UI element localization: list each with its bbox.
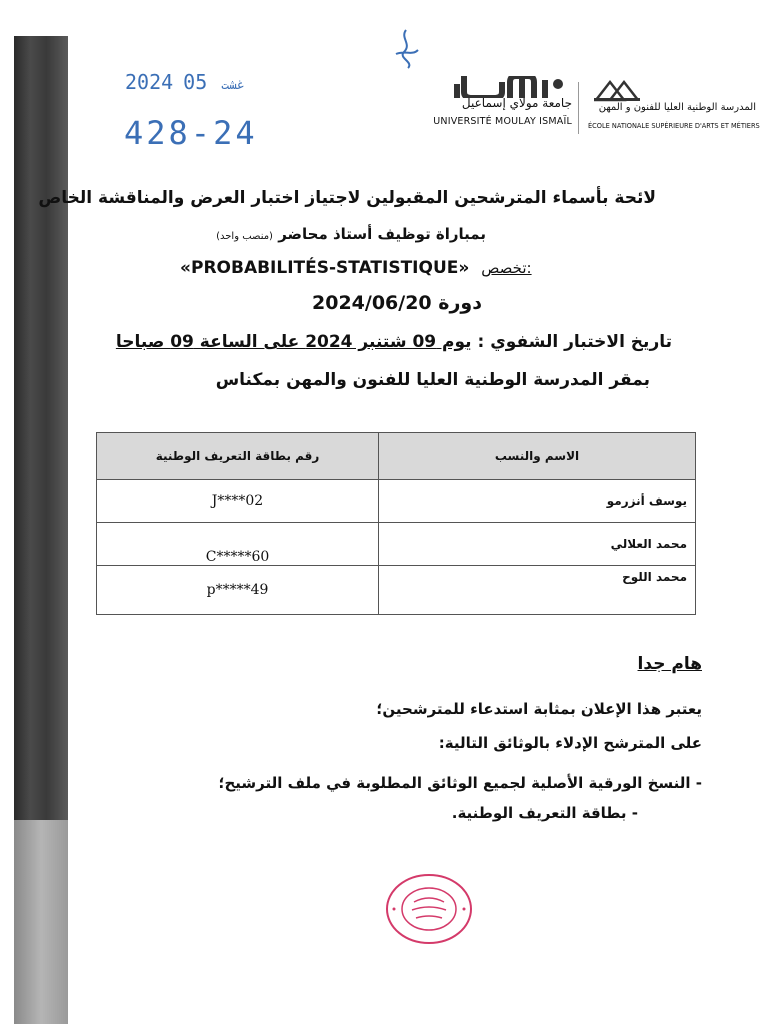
ensam-french-name: ÉCOLE NATIONALE SUPÉRIEURE D'ARTS ET MÉTIERS [588, 122, 760, 130]
table-row [97, 566, 696, 615]
document-subtitle: بمباراة توظيف أستاذ محاضر (منصب واحد) [216, 225, 486, 243]
document-bullet: - النسخ الورقية الأصلية لجميع الوثائق المطلوبة في ملف الترشيح؛ [218, 774, 702, 792]
table-row [97, 523, 696, 566]
specialty-label: تخصص: [481, 259, 532, 277]
umi-logo-mark [454, 76, 570, 98]
id-cell: p*****49 [97, 566, 379, 615]
id-cell: C*****60 [97, 523, 379, 566]
name-cell: محمد العلالي [379, 523, 696, 566]
name-column-header: الاسم والنسب [379, 433, 696, 480]
exam-location: بمقر المدرسة الوطنية العليا للفنون والمهن بمكناس [215, 370, 650, 390]
document-title: لائحة بأسماء المترشحين المقبولين لاجتياز اختبار العرض والمناقشة الخاص [38, 188, 656, 208]
id-column-header: رقم بطاقة التعريف الوطنية [97, 433, 379, 480]
reference-number-stamp: 428-24 [124, 114, 258, 152]
name-cell: يوسف أنزرمو [379, 480, 696, 523]
candidates-table [96, 432, 696, 615]
oral-exam-date: تاريخ الاختبار الشفوي : يوم 09 شتنبر 2024 على الساعة 09 صباحا [115, 332, 672, 352]
umi-arabic-name: جامعة مولاي إسماعيل [461, 96, 572, 110]
date-stamp: 2024 غشت05 [125, 70, 245, 94]
notice-paragraph: يعتبر هذا الإعلان بمثابة استدعاء للمترشحين؛ [376, 700, 702, 718]
name-cell: محمد اللوح [379, 566, 696, 615]
notice-title: هام جدا [637, 654, 702, 674]
id-cell: J****02 [97, 480, 379, 523]
specialty-line [180, 258, 532, 278]
handwritten-initials [392, 28, 422, 74]
session-date: دورة 2024/06/20 [312, 292, 482, 314]
binder-edge-lower [14, 820, 68, 1024]
logo-divider [578, 82, 579, 134]
specialty-value: «PROBABILITÉS-STATISTIQUE» [180, 258, 470, 278]
ensam-logo [586, 76, 760, 138]
document-bullet: - بطاقة التعريف الوطنية. [451, 804, 638, 822]
table-header-row [97, 433, 696, 480]
umi-french-name: UNIVERSITÉ MOULAY ISMAÏL [433, 116, 572, 127]
umi-logo [432, 74, 572, 136]
ensam-arabic-name: المدرسة الوطنية العليا للفنون و المهن [598, 102, 756, 113]
table-row [97, 480, 696, 523]
ensam-logo-mark [594, 78, 640, 102]
university-seal [384, 872, 474, 946]
notice-paragraph: على المترشح الإدلاء بالوثائق التالية: [438, 734, 702, 752]
